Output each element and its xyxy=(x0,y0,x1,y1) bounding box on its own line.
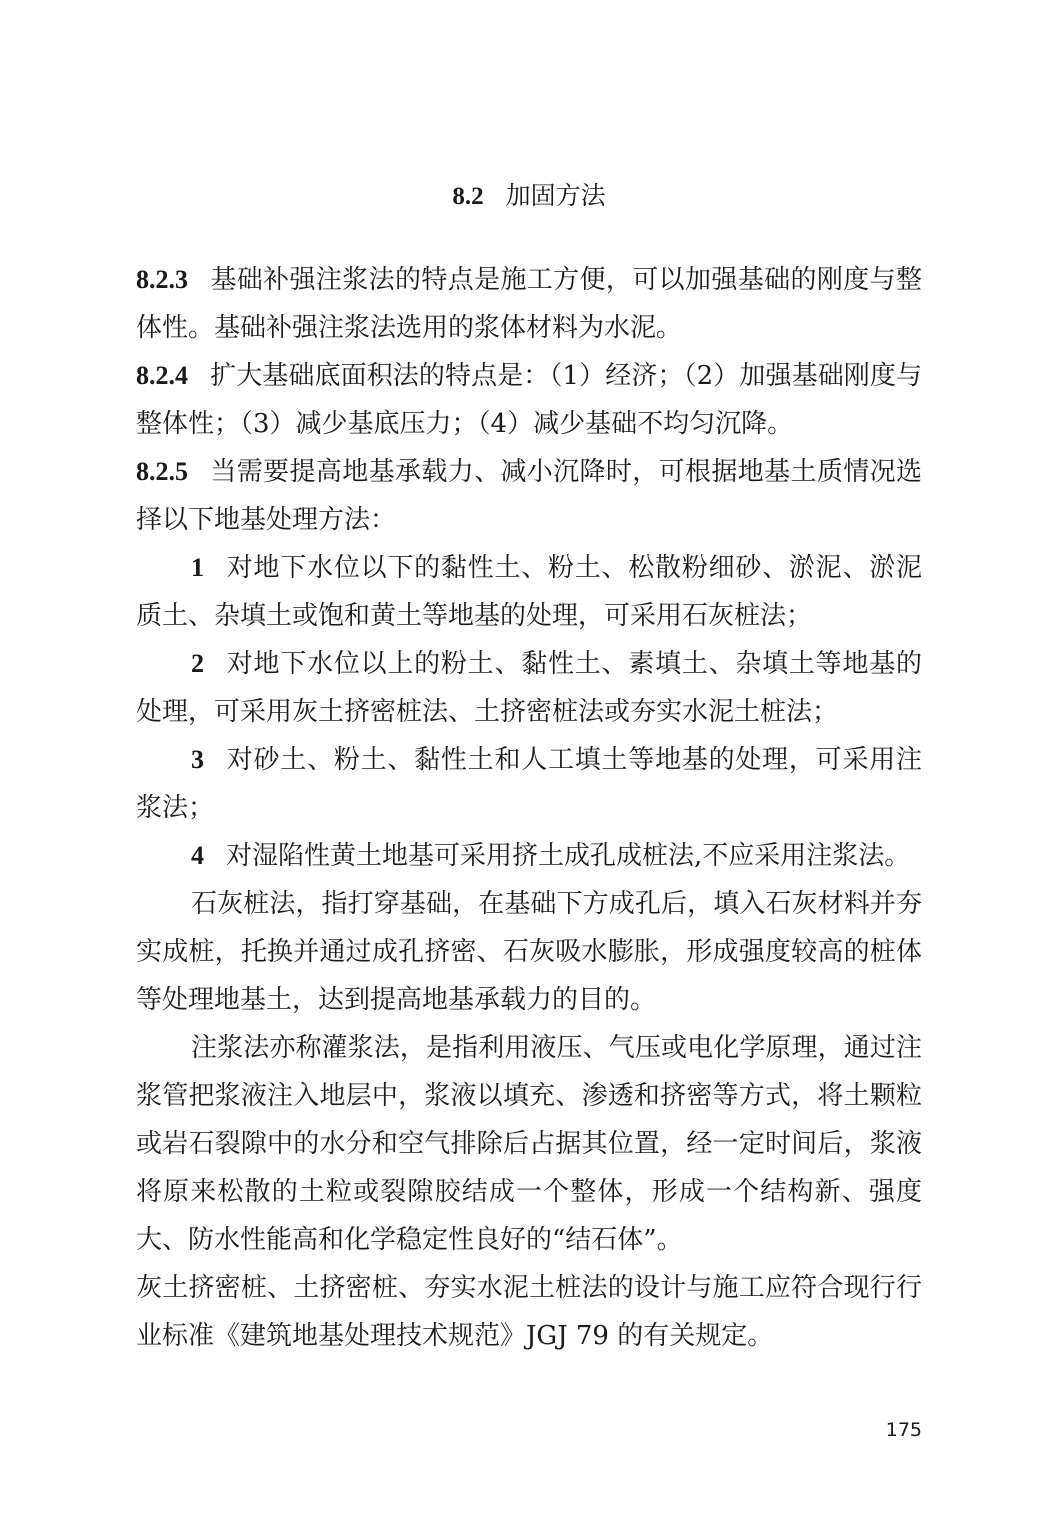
section-title: 加固方法 xyxy=(505,181,606,210)
clause-number: 8.2.3 xyxy=(136,265,188,294)
item-text: 对地下水位以上的粉土、黏性土、素填土、杂填土等地基的处理，可采用灰土挤密桩法、土挤密桩法或夯实水泥土桩法； xyxy=(136,649,922,727)
list-item xyxy=(136,640,922,736)
section-number: 8.2 xyxy=(452,183,484,210)
explanation-paragraph: 石灰桩法，指打穿基础，在基础下方成孔后，填入石灰材料并夯实成桩，托换并通过成孔挤密、石灰吸水膨胀，形成强度较高的桩体等处理地基土，达到提高地基承载力的目的。 xyxy=(136,889,922,1015)
final-paragraph: 灰土挤密桩、土挤密桩、夯实水泥土桩法的设计与施工应符合现行行业标准《建筑地基处理技术规范》JGJ 79 的有关规定。 xyxy=(136,1273,922,1351)
item-number: 2 xyxy=(191,649,204,678)
item-number: 4 xyxy=(191,841,204,870)
body-content xyxy=(136,256,922,1360)
clause-text: 基础补强注浆法的特点是施工方便，可以加强基础的刚度与整体性。基础补强注浆法选用的浆体材料为水泥。 xyxy=(136,265,922,343)
section-heading xyxy=(136,176,922,217)
page-number: 175 xyxy=(885,1419,922,1441)
explanation-paragraph: 注浆法亦称灌浆法，是指利用液压、气压或电化学原理，通过注浆管把浆液注入地层中，浆液以填充、渗透和挤密等方式，将土颗粒或岩石裂隙中的水分和空气排除后占据其位置，经一定时间后，浆液将原来松散的土粒或裂隙胶结成一个整体，形成一个结构新、强度大、防水性能高和化学稳定性良好的“结石体”。 xyxy=(136,1033,922,1255)
item-text: 对湿陷性黄土地基可采用挤土成孔成桩法,不应采用注浆法。 xyxy=(226,841,911,871)
clause-number: 8.2.5 xyxy=(136,457,188,486)
list-item xyxy=(136,544,922,640)
clause-text: 扩大基础底面积法的特点是：（1）经济；（2）加强基础刚度与整体性；（3）减少基底压力；（4）减少基础不均匀沉降。 xyxy=(136,361,922,439)
item-number: 1 xyxy=(191,553,204,582)
clause-8-2-3 xyxy=(136,256,922,352)
clause-8-2-4 xyxy=(136,352,922,448)
item-number: 3 xyxy=(191,745,204,774)
clause-8-2-5 xyxy=(136,448,922,544)
item-text: 对地下水位以下的黏性土、粉土、松散粉细砂、淤泥、淤泥质土、杂填土或饱和黄土等地基的处理，可采用石灰桩法； xyxy=(136,553,922,631)
list-item xyxy=(136,736,922,832)
clause-text: 当需要提高地基承载力、减小沉降时，可根据地基土质情况选择以下地基处理方法： xyxy=(136,457,922,535)
item-text: 对砂土、粉土、黏性土和人工填土等地基的处理，可采用注浆法； xyxy=(136,745,922,823)
clause-number: 8.2.4 xyxy=(136,361,188,390)
list-item xyxy=(136,832,922,880)
